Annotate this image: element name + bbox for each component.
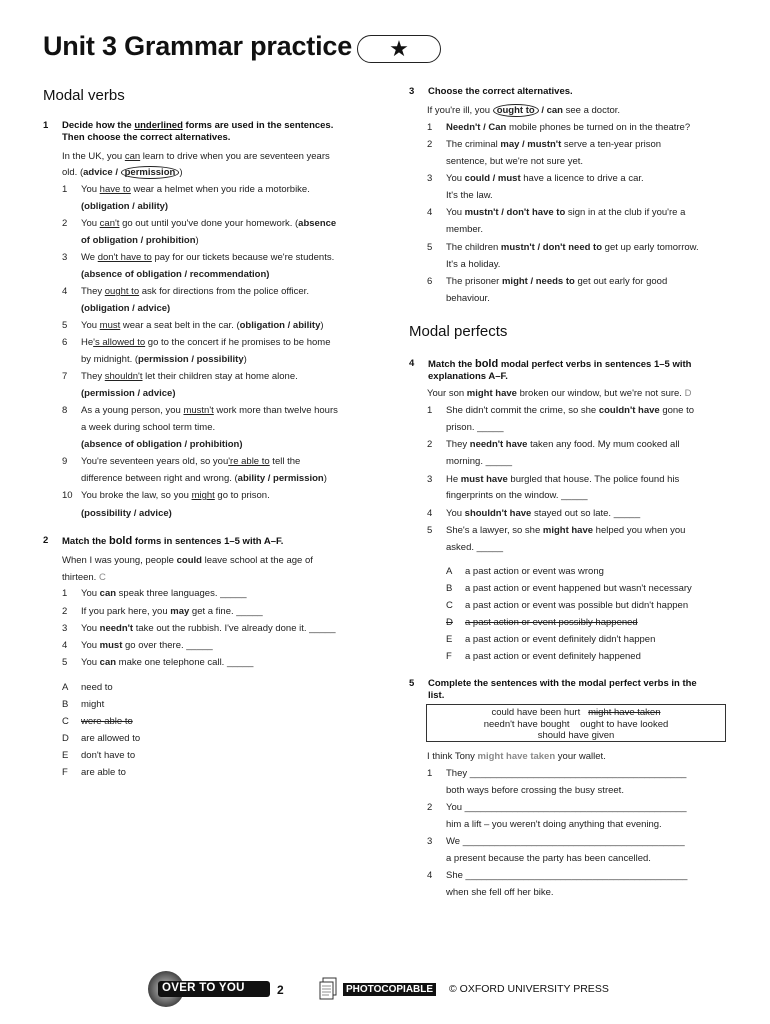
item-line: a week during school term time. xyxy=(81,422,216,433)
bold-form: might have xyxy=(466,388,517,399)
text: go out until you've done your homework. ( xyxy=(119,218,299,229)
circled-answer: ought to xyxy=(493,104,539,117)
option-text: don't have to xyxy=(81,750,136,761)
publisher-credit: © OXFORD UNIVERSITY PRESS xyxy=(449,983,609,995)
option-key: F xyxy=(446,651,452,662)
underlined-form: ought to xyxy=(104,286,140,297)
option: permission / possibility xyxy=(138,354,244,365)
option: of obligation / prohibition xyxy=(81,235,196,246)
instr-text: forms are used in the sentences. xyxy=(182,120,334,131)
item-line: prison. _____ xyxy=(446,422,504,433)
text: by midnight. ( xyxy=(81,354,139,365)
bold-options: mustn't / don't need to xyxy=(500,242,603,253)
text: She's a lawyer, so she xyxy=(446,525,543,536)
item-line: him a lift – you weren't doing anything that evening. xyxy=(446,819,662,830)
answer-blank: You __________________________________________ xyxy=(446,802,687,813)
text: mobile phones be turned on in the theatre? xyxy=(506,122,691,133)
text: You xyxy=(81,657,100,668)
bold-options: Needn't / Can xyxy=(446,122,507,133)
text: sign in at the club if you're a xyxy=(565,207,686,218)
text: You xyxy=(446,173,465,184)
text: gone to xyxy=(659,405,695,416)
text: He xyxy=(446,474,461,485)
item-number: 6 xyxy=(62,337,68,348)
underlined-form: might xyxy=(191,490,215,501)
exercise-number: 3 xyxy=(409,86,415,97)
item-number: 4 xyxy=(62,286,68,297)
item-number: 4 xyxy=(427,508,433,519)
option-text: might xyxy=(81,699,105,710)
option-text: a past action or event was wrong xyxy=(465,566,604,577)
text: stayed out so late. _____ xyxy=(531,508,641,519)
exercise-number: 4 xyxy=(409,358,415,369)
item-number: 2 xyxy=(62,606,68,617)
option-text: a past action or event was possible but didn't happen xyxy=(465,600,689,611)
answer-blank: We __________________________________________ xyxy=(446,836,685,847)
bold-form: couldn't have xyxy=(598,405,660,416)
item-number: 9 xyxy=(62,456,68,467)
bold-form: can xyxy=(99,657,117,668)
text: If you're ill, you xyxy=(427,105,493,116)
item-number: 1 xyxy=(427,405,433,416)
item-options xyxy=(81,473,327,485)
item-number: 1 xyxy=(62,184,68,195)
item-line: a present because the party has been cancelled. xyxy=(446,853,651,864)
text: You xyxy=(81,588,100,599)
text: ask for directions from the police officer. xyxy=(139,286,309,297)
text: You xyxy=(81,320,100,331)
star-icon: ★ xyxy=(389,36,409,61)
text: go to the concert if he promises to be home xyxy=(145,337,331,348)
item-number: 4 xyxy=(427,870,433,881)
bold-form: might have xyxy=(542,525,594,536)
option-key: D xyxy=(446,617,453,628)
instr-text: Decide how the xyxy=(62,120,135,131)
item-options: (obligation / ability) xyxy=(81,201,169,212)
item-line: both ways before crossing the busy street. xyxy=(446,785,624,796)
option: absence xyxy=(298,218,337,229)
circled-answer: permission xyxy=(121,166,180,179)
text: old. ( xyxy=(62,167,84,178)
page-title: Unit 3 Grammar practice xyxy=(43,31,353,61)
item-number: 6 xyxy=(427,276,433,287)
text: You xyxy=(446,508,465,519)
text: get out early for good xyxy=(574,276,668,287)
text: get up early tomorrow. xyxy=(602,242,699,253)
text: You broke the law, so you xyxy=(81,490,192,501)
text: speak three languages. _____ xyxy=(116,588,247,599)
word-item: could have been hurt xyxy=(491,707,581,718)
text: your wallet. xyxy=(555,751,606,762)
item-number: 2 xyxy=(427,439,433,450)
over-to-you-logo xyxy=(148,970,272,1008)
text: ) xyxy=(179,167,183,178)
text: We xyxy=(81,252,98,263)
option-key: D xyxy=(62,733,69,744)
bold-form: must xyxy=(99,640,123,651)
option-key: E xyxy=(62,750,69,761)
option: advice xyxy=(83,167,113,178)
item-number: 5 xyxy=(427,242,433,253)
text: They xyxy=(81,371,105,382)
option-key: B xyxy=(62,699,69,710)
instr-text: Match the xyxy=(428,359,475,370)
text: I think Tony xyxy=(427,751,478,762)
text: burgled that house. The police found his xyxy=(507,474,680,485)
text: thirteen. xyxy=(62,572,99,583)
word-list-box xyxy=(426,704,726,742)
ex4-example xyxy=(427,388,691,400)
underlined-form: can xyxy=(124,151,141,162)
section-title-modal-perfects: Modal perfects xyxy=(409,323,508,340)
item-line: It's the law. xyxy=(446,190,493,201)
underlined-form: shouldn't xyxy=(104,371,143,382)
text: get a fine. _____ xyxy=(189,606,263,617)
text: As a young person, you xyxy=(81,405,184,416)
option-text: a past action or event definitely happened xyxy=(465,651,641,662)
option-text: are allowed to xyxy=(81,733,141,744)
ex5-example xyxy=(427,751,606,763)
text: broken our window, but we're not sure. xyxy=(516,388,685,399)
item-number: 3 xyxy=(427,836,433,847)
item-number: 1 xyxy=(427,122,433,133)
instr-bold: bold xyxy=(474,358,499,370)
text: They xyxy=(446,439,470,450)
text: You xyxy=(446,207,465,218)
text: let their children stay at home alone. xyxy=(142,371,298,382)
item-number: 3 xyxy=(427,173,433,184)
item-number: 3 xyxy=(427,474,433,485)
underlined-form: can't xyxy=(99,218,120,229)
text: The criminal xyxy=(446,139,501,150)
item-number: 1 xyxy=(427,768,433,779)
text: ) xyxy=(323,473,327,484)
item-options: (possibility / advice) xyxy=(81,508,172,519)
item-options: (obligation / advice) xyxy=(81,303,171,314)
photocopiable-label: PHOTOCOPIABLE xyxy=(343,983,436,996)
separator: / xyxy=(538,105,547,116)
star-level-badge xyxy=(357,35,441,63)
bold-options: mustn't / don't have to xyxy=(464,207,566,218)
item-number: 4 xyxy=(427,207,433,218)
option-key: C xyxy=(62,716,69,727)
example-answer: D xyxy=(684,388,692,399)
item-number: 2 xyxy=(427,802,433,813)
text: ) xyxy=(243,354,247,365)
item-line: when she fell off her bike. xyxy=(446,887,554,898)
option-text: were able to xyxy=(81,716,133,727)
item-number: 3 xyxy=(62,252,68,263)
text: You xyxy=(81,640,100,651)
text: make one telephone call. _____ xyxy=(116,657,254,668)
text: She didn't commit the crime, so she xyxy=(446,405,599,416)
page-number: 2 xyxy=(277,983,284,997)
item-options: (permission / advice) xyxy=(81,388,176,399)
exercise-number: 1 xyxy=(43,120,49,131)
item-number: 2 xyxy=(427,139,433,150)
text: take out the rubbish. I've already done it. _____ xyxy=(133,623,336,634)
text: go to prison. xyxy=(214,490,270,501)
option-key: B xyxy=(446,583,453,594)
instr-text: Complete the sentences with the modal perfect verbs in the xyxy=(428,678,697,689)
text: difference between right and wrong. ( xyxy=(81,473,238,484)
text: ) xyxy=(320,320,324,331)
underlined-form: don't have to xyxy=(97,252,152,263)
item-number: 7 xyxy=(62,371,68,382)
exercise-5-instructions xyxy=(409,678,739,702)
text: serve a ten-year prison xyxy=(561,139,662,150)
ex2-example-line2 xyxy=(62,572,106,584)
ex2-example-line1 xyxy=(62,555,313,567)
bold-form: may xyxy=(170,606,190,617)
bold-options: may / mustn't xyxy=(500,139,562,150)
item-line: It's a holiday. xyxy=(446,259,501,270)
text: leave school at the age of xyxy=(201,555,313,566)
instr-text: Match the xyxy=(62,536,109,547)
word-box-line xyxy=(427,707,725,719)
item-options xyxy=(81,235,199,247)
exercise-2-instructions xyxy=(43,535,373,548)
item-options: (absence of obligation / prohibition) xyxy=(81,439,243,450)
option-key: A xyxy=(62,682,69,693)
item-line: asked. _____ xyxy=(446,542,504,553)
underlined-form: 're able to xyxy=(228,456,270,467)
text: helped you when you xyxy=(593,525,686,536)
text: In the UK, you xyxy=(62,151,125,162)
item-number: 10 xyxy=(62,490,73,501)
bold-options: could / must xyxy=(464,173,521,184)
bold-form: must have xyxy=(460,474,508,485)
photocopy-icon xyxy=(318,977,338,1001)
text: pay for our tickets because we're students. xyxy=(151,252,335,263)
answer-blank: She __________________________________________ xyxy=(446,870,688,881)
word-box-line: needn't have bought ought to have looked xyxy=(483,718,669,730)
instr-text: modal perfect verbs in sentences 1–5 with xyxy=(498,359,692,370)
instr-text: forms in sentences 1–5 with A–F. xyxy=(132,536,284,547)
text: wear a seat belt in the car. ( xyxy=(120,320,240,331)
text: taken any food. My mum cooked all xyxy=(527,439,680,450)
exercise-number: 2 xyxy=(43,535,49,546)
underlined-form: have to xyxy=(99,184,131,195)
option-key: A xyxy=(446,566,453,577)
item-number: 3 xyxy=(62,623,68,634)
section-title-modal-verbs: Modal verbs xyxy=(43,87,125,104)
item-options: (absence of obligation / recommendation) xyxy=(81,269,270,280)
word-box-line: should have given xyxy=(537,730,615,741)
text: Your son xyxy=(427,388,467,399)
text: wear a helmet when you ride a motorbike. xyxy=(130,184,310,195)
underlined-form: 's allowed to xyxy=(93,337,146,348)
item-line: member. xyxy=(446,224,483,235)
item-number: 5 xyxy=(62,657,68,668)
item-number: 5 xyxy=(62,320,68,331)
underlined-form: must xyxy=(99,320,121,331)
option-key: F xyxy=(62,767,68,778)
exercise-4-instructions xyxy=(409,358,739,383)
text: When I was young, people xyxy=(62,555,177,566)
item-number: 1 xyxy=(62,588,68,599)
ex1-example-line2 xyxy=(62,167,182,179)
text: ) xyxy=(195,235,199,246)
item-number: 5 xyxy=(427,525,433,536)
word-item-struck: might have taken xyxy=(588,707,661,718)
text: tell the xyxy=(269,456,301,467)
option-text: are able to xyxy=(81,767,126,778)
item-line: morning. _____ xyxy=(446,456,513,467)
option-key: C xyxy=(446,600,453,611)
instr-text: explanations A–F. xyxy=(428,371,508,382)
option-text: a past action or event happened but wasn't necessary xyxy=(465,583,692,594)
text: He xyxy=(81,337,94,348)
logo-text: OVER TO YOU xyxy=(162,982,245,994)
instr-bold: bold xyxy=(108,535,133,547)
option-key: E xyxy=(446,634,453,645)
item-number: 8 xyxy=(62,405,68,416)
text: You xyxy=(81,623,100,634)
instr-text: Choose the correct alternatives. xyxy=(428,86,573,97)
text: You xyxy=(81,184,100,195)
example-answer: C xyxy=(98,572,106,583)
item-number: 2 xyxy=(62,218,68,229)
text: The prisoner xyxy=(446,276,502,287)
option: obligation / ability xyxy=(239,320,321,331)
text: work more than twelve hours xyxy=(213,405,338,416)
text: They xyxy=(81,286,105,297)
option-text: a past action or event possibly happened xyxy=(465,617,638,628)
item-line: fingerprints on the window. _____ xyxy=(446,490,588,501)
option: ability / permission xyxy=(237,473,324,484)
text: If you park here, you xyxy=(81,606,171,617)
bold-options: might / needs to xyxy=(501,276,575,287)
bold-form: needn't xyxy=(99,623,134,634)
exercise-number: 5 xyxy=(409,678,415,689)
item-line: sentence, but we're not sure yet. xyxy=(446,156,584,167)
bold-form: shouldn't have xyxy=(464,508,532,519)
option-text: a past action or event definitely didn't happen xyxy=(465,634,656,645)
item-number: 4 xyxy=(62,640,68,651)
ex1-example-line1 xyxy=(62,151,330,163)
bold-form: could xyxy=(176,555,202,566)
bold-form: can xyxy=(99,588,117,599)
text: You're seventeen years old, so you xyxy=(81,456,229,467)
text: learn to drive when you are seventeen years xyxy=(140,151,330,162)
text: see a doctor. xyxy=(562,105,621,116)
item-options xyxy=(81,354,247,366)
item-line: behaviour. xyxy=(446,293,490,304)
separator: / xyxy=(112,167,121,178)
text: The children xyxy=(446,242,501,253)
text: go over there. _____ xyxy=(122,640,213,651)
text: You xyxy=(81,218,100,229)
instr-text: Then choose the correct alternatives. xyxy=(62,132,231,143)
option: can xyxy=(546,105,563,116)
answer-blank: They _________________________________________ xyxy=(446,768,687,779)
example-answer: might have taken xyxy=(477,751,556,762)
exercise-3-instructions xyxy=(409,86,729,98)
ex3-example xyxy=(427,105,620,117)
instr-text: list. xyxy=(428,690,445,701)
text: have a licence to drive a car. xyxy=(520,173,644,184)
bold-form: needn't have xyxy=(469,439,528,450)
exercise-1-instructions xyxy=(43,120,373,144)
underlined-form: mustn't xyxy=(183,405,214,416)
option-text: need to xyxy=(81,682,113,693)
instr-underlined: underlined xyxy=(134,120,183,131)
